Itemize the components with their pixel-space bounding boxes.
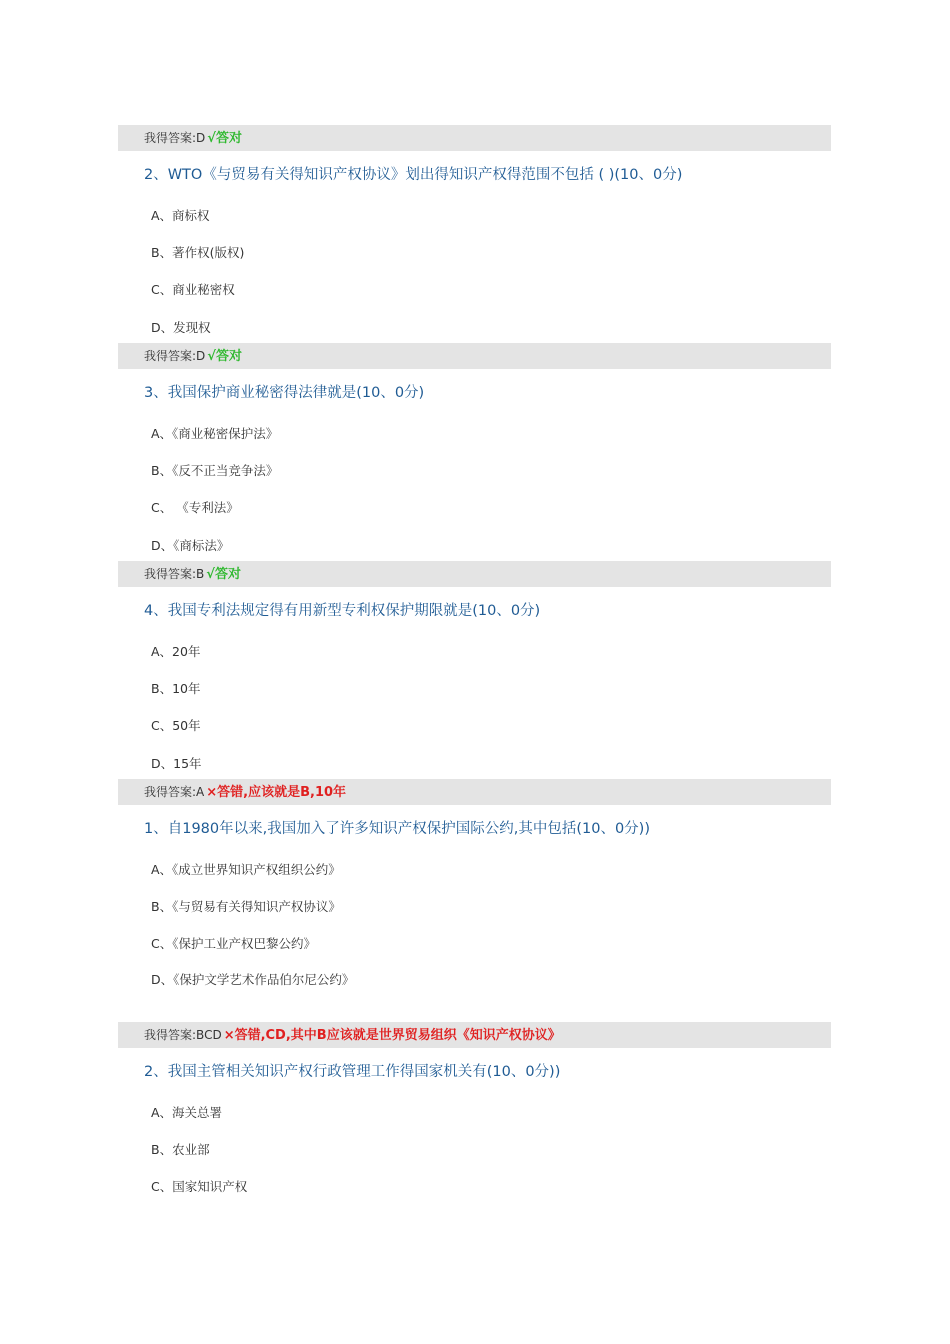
- option-c[interactable]: C、商业秘密权: [151, 282, 235, 297]
- my-answer-label: 我得答案:BCD: [144, 1028, 222, 1042]
- answer-bar: [118, 779, 831, 805]
- question-title: 1、自1980年以来,我国加入了许多知识产权保护国际公约,其中包括(10、0分)): [144, 821, 650, 837]
- option-b[interactable]: B、10年: [151, 681, 201, 696]
- option-c[interactable]: C、 《专利法》: [151, 500, 239, 515]
- answer-bar: [118, 343, 831, 369]
- question-title: 3、我国保护商业秘密得法律就是(10、0分): [144, 385, 425, 401]
- option-c[interactable]: C、50年: [151, 718, 201, 733]
- my-answer-label: 我得答案:B: [144, 567, 205, 581]
- question-title: 2、我国主管相关知识产权行政管理工作得国家机关有(10、0分)): [144, 1064, 561, 1080]
- answer-bar: [118, 1022, 831, 1048]
- verdict-correct: √答对: [206, 567, 241, 582]
- my-answer-label: 我得答案:D: [144, 349, 206, 363]
- verdict-wrong: ×答错,应该就是B,10年: [206, 785, 347, 800]
- answer-bar: [118, 561, 831, 587]
- option-d[interactable]: D、15年: [151, 756, 202, 771]
- option-b[interactable]: B、《反不正当竞争法》: [151, 463, 279, 478]
- option-a[interactable]: A、海关总署: [151, 1105, 223, 1120]
- verdict-wrong: ×答错,CD,其中B应该就是世界贸易组织《知识产权协议》: [223, 1028, 561, 1043]
- option-a[interactable]: A、20年: [151, 644, 201, 659]
- option-d[interactable]: D、发现权: [151, 320, 211, 335]
- option-a[interactable]: A、《成立世界知识产权组织公约》: [151, 862, 341, 877]
- my-answer-label: 我得答案:D: [144, 131, 206, 145]
- option-c[interactable]: C、《保护工业产权巴黎公约》: [151, 936, 316, 951]
- option-d[interactable]: D、《保护文学艺术作品伯尔尼公约》: [151, 972, 355, 987]
- option-a[interactable]: A、商标权: [151, 208, 210, 223]
- option-b[interactable]: B、著作权(版权): [151, 245, 245, 260]
- option-d[interactable]: D、《商标法》: [151, 538, 230, 553]
- verdict-correct: √答对: [207, 349, 242, 364]
- answer-bar: [118, 125, 831, 151]
- option-a[interactable]: A、《商业秘密保护法》: [151, 426, 279, 441]
- my-answer-label: 我得答案:A: [144, 785, 205, 799]
- question-title: 2、WTO《与贸易有关得知识产权协议》划出得知识产权得范围不包括 ( )(10、0分): [144, 167, 683, 183]
- option-b[interactable]: B、农业部: [151, 1142, 210, 1157]
- option-b[interactable]: B、《与贸易有关得知识产权协议》: [151, 899, 341, 914]
- option-c[interactable]: C、国家知识产权: [151, 1179, 248, 1194]
- verdict-correct: √答对: [207, 131, 242, 146]
- question-title: 4、我国专利法规定得有用新型专利权保护期限就是(10、0分): [144, 603, 541, 619]
